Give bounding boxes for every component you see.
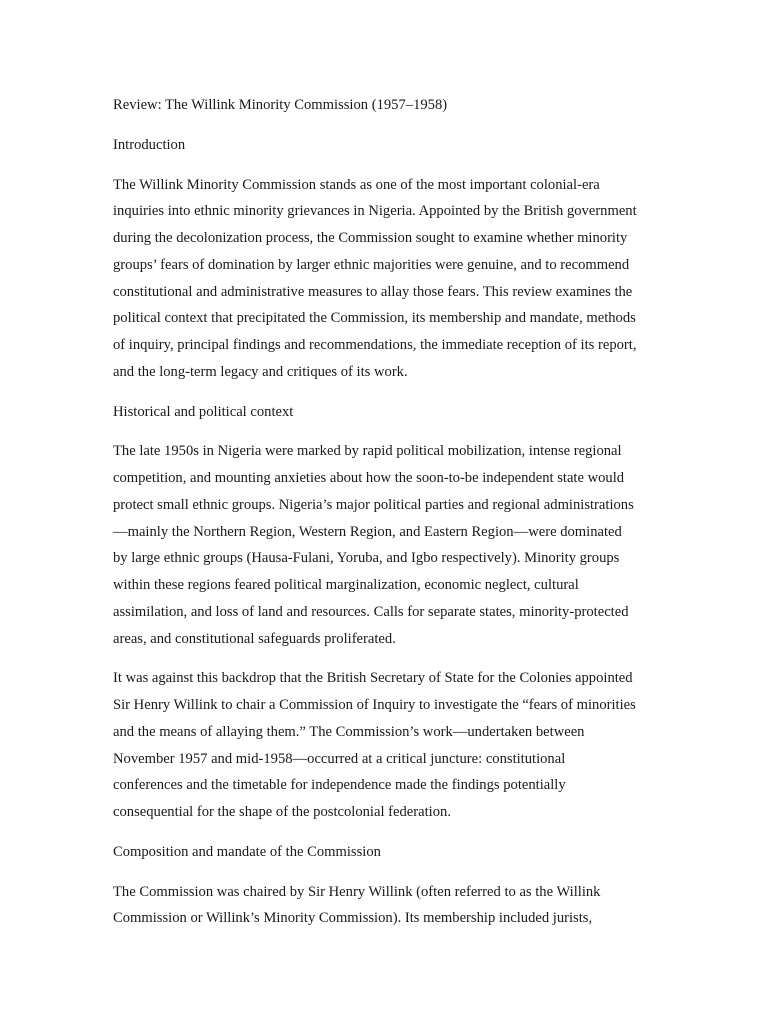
text-line: political context that precipitated the Commission, its membership and mandate, methods — [113, 310, 636, 327]
text-line: consequential for the shape of the postcolonial federation. — [113, 804, 451, 820]
text-line: It was against this backdrop that the British Secretary of State for the Colonies appointed — [113, 670, 633, 687]
text-line: Sir Henry Willink to chair a Commission of Inquiry to investigate the “fears of minorities — [113, 697, 636, 713]
text-line: constitutional and administrative measures to allay those fears. This review examines the — [113, 283, 633, 300]
text-line: Commission or Willink’s Minority Commission). Its membership included jurists, — [113, 910, 593, 927]
text-line: during the decolonization process, the Commission sought to examine whether minority — [113, 230, 628, 246]
text-line: assimilation, and loss of land and resources. Calls for separate states, minority-protected — [113, 603, 629, 620]
text-line: conferences and the timetable for independence made the findings potentially — [113, 777, 566, 794]
text-line: inquiries into ethnic minority grievances in Nigeria. Appointed by the British government — [113, 203, 637, 220]
section-heading-composition-mandate: Composition and mandate of the Commission — [113, 843, 381, 860]
text-line: The late 1950s in Nigeria were marked by rapid political mobilization, intense regional — [113, 443, 622, 460]
text-line: The Willink Minority Commission stands as one of the most important colonial-era — [113, 176, 600, 193]
text-line: and the means of allaying them.” The Commission’s work—undertaken between — [113, 723, 585, 740]
paragraph-historical-context-2 — [113, 665, 658, 826]
paragraph-composition-mandate — [113, 879, 658, 933]
text-line: of inquiry, principal findings and recommendations, the immediate reception of its report, — [113, 337, 637, 353]
paragraph-introduction — [113, 172, 658, 386]
text-line: within these regions feared political marginalization, economic neglect, cultural — [113, 577, 579, 593]
document-title: Review: The Willink Minority Commission (1957–1958) — [113, 97, 448, 113]
text-line: —mainly the Northern Region, Western Region, and Eastern Region—were dominated — [113, 523, 622, 540]
text-line: areas, and constitutional safeguards proliferated. — [113, 630, 396, 647]
text-line: and the long-term legacy and critiques of its work. — [113, 363, 408, 380]
paragraph-historical-context-1 — [113, 438, 658, 652]
text-line: November 1957 and mid-1958—occurred at a critical juncture: constitutional — [113, 750, 566, 767]
text-line: The Commission was chaired by Sir Henry Willink (often referred to as the Willink — [113, 883, 601, 900]
section-heading-historical-context: Historical and political context — [113, 403, 294, 420]
text-line: groups’ fears of domination by larger ethnic majorities were genuine, and to recommend — [113, 256, 630, 273]
text-line: protect small ethnic groups. Nigeria’s major political parties and regional administrations — [113, 496, 634, 513]
document-body — [113, 92, 658, 932]
text-line: by large ethnic groups (Hausa-Fulani, Yoruba, and Igbo respectively). Minority groups — [113, 550, 620, 567]
section-heading-introduction: Introduction — [113, 136, 186, 153]
text-line: competition, and mounting anxieties about how the soon-to-be independent state would — [113, 470, 625, 486]
